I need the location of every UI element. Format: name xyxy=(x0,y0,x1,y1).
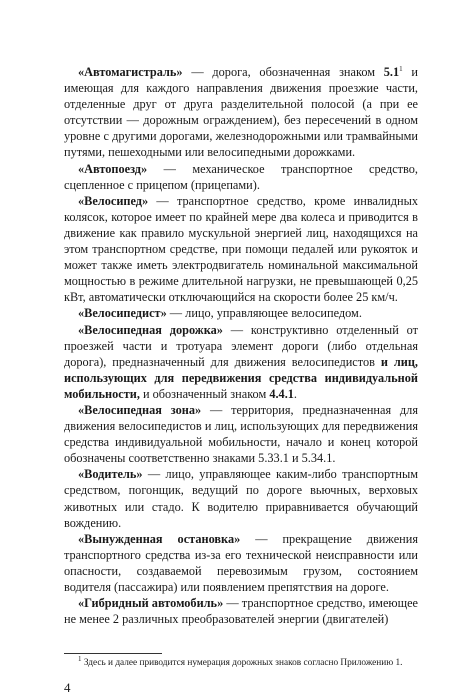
term-bike-lane: «Велосипедная дорожка» xyxy=(78,322,223,337)
page-number: 4 xyxy=(64,680,71,695)
footnote-divider xyxy=(64,653,162,654)
term-bike-zone: «Велосипедная зона» xyxy=(78,402,202,417)
definition-paragraph: «Водитель» — лицо, управляющее каким-либо транспортным средством, погонщик, ведущий по дороге вьючных, верховых животных или стадо. К водителю приравнивается обучающий вождению. xyxy=(64,467,418,530)
footnote xyxy=(64,654,418,669)
definition-paragraph: «Велосипед» — транспортное средство, кроме инвалидных колясок, которое имеет по крайней мере два колеса и приводится в движение как правило мускульной энергией лиц, находящихся на этом транспортном средстве, при помощи педалей или рукояток и может также иметь электродвигатель номинальной максимальной мощностью в режиме длительной нагрузки, не превышающей 0,25 кВт, автоматически отключающийся на скорости более 25 км/ч. xyxy=(64,193,418,305)
term-cyclist: «Велосипедист» xyxy=(78,306,167,321)
term-bicycle: «Велосипед» xyxy=(78,193,149,208)
definition-paragraph: «Вынужденная остановка» — прекращение движения транспортного средства из-за его технической неисправности или опасности, создаваемой перевозимым грузом, состоянием водителя (пассажира) или появлением препятствия на дороге. xyxy=(64,531,419,594)
page-body xyxy=(64,64,418,627)
term-hybrid-car: «Гибридный автомобиль» xyxy=(78,596,224,611)
definition-paragraph: «Велосипедная дорожка» — конструктивно отделенный от проезжей части и тротуара элемент дороги (либо отдельная дорога), предназначенный для движения велосипедистов и лиц, использующих для передвижения средства индивидуальной мобильности, и обозначенный знаком 4.4.1. xyxy=(64,322,418,401)
bold-insert: и лиц, использующих для передвижения средства индивидуальной мобильности, xyxy=(64,354,418,401)
definition-paragraph: «Велосипедная зона» — территория, предназначенная для движения велосипедистов и лиц, использующих для передвижения средства индивидуальной мобильности, начало и конец которой обозначены соответственно знаками 5.33.1 и 5.34.1. xyxy=(64,402,418,466)
term-forced-stop: «Вынужденная остановка» xyxy=(78,531,241,546)
definition-paragraph: «Автомагистраль» — дорога, обозначенная знаком $5.1^1$ и имеющая для каждого направления движения проезжие части, отделенные друг от друга разделительной полосой (а при ее отсутствии — дорожным ограждением), без пересечений в одном уровне с другими дорогами, железнодорожными или трамвайными путями, пешеходными или велосипедными дорожками. xyxy=(64,64,419,160)
sign-reference: 4.4.1 xyxy=(269,386,294,401)
definition-paragraph: «Гибридный автомобиль» — транспортное средство, имеющее не менее 2 различных преобразователей энергии (двигателей) xyxy=(64,596,418,627)
footnote-mark: 1 xyxy=(78,654,82,663)
term-autobahn: «Автомагистраль» xyxy=(78,65,183,79)
footnote-text: Здесь и далее приводится нумерация дорожных знаков согласно Приложению 1. xyxy=(81,658,403,668)
definition-paragraph: «Велосипедист» — лицо, управляющее велосипедом. xyxy=(78,306,362,321)
term-driver: «Водитель» xyxy=(78,467,143,482)
term-road-train: «Автопоезд» xyxy=(78,161,148,176)
footnote-mark: 1 xyxy=(399,64,403,73)
sign-reference: 5.1 xyxy=(383,65,400,79)
definition-paragraph: «Автопоезд» — механическое транспортное средство, сцепленное с прицепом (прицепами). xyxy=(64,161,418,192)
